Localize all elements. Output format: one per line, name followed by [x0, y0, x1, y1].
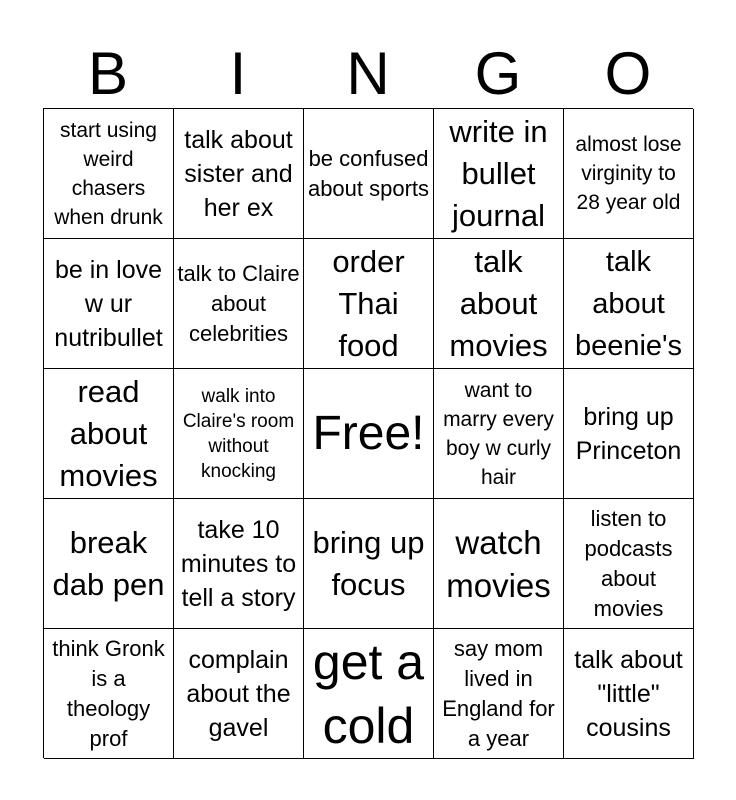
bingo-header [43, 40, 693, 108]
cell-text: say mom lived in England for a year [442, 635, 555, 751]
bingo-cell-r2c3[interactable] [304, 239, 434, 369]
bingo-cell-r1c3[interactable] [304, 109, 434, 239]
bingo-cell-r4c1[interactable] [44, 499, 174, 629]
header-letter-n: N [346, 40, 390, 107]
cell-text: talk to Claire about celebrities [177, 260, 300, 346]
cell-text: listen to podcasts about movies [584, 505, 673, 621]
header-letter-o: O [604, 40, 652, 107]
cell-text: talk about sister and her ex [184, 125, 293, 222]
bingo-cell-r5c2[interactable] [174, 629, 304, 759]
bingo-cell-r1c1[interactable] [44, 109, 174, 239]
header-letter-g: G [474, 40, 522, 107]
bingo-cell-r3c4[interactable] [434, 369, 564, 499]
cell-text: order Thai food [332, 243, 405, 363]
bingo-cell-r2c4[interactable] [434, 239, 564, 369]
bingo-cell-r4c4[interactable] [434, 499, 564, 629]
bingo-cell-r5c3[interactable] [304, 629, 434, 759]
cell-text: watch movies [446, 523, 551, 604]
bingo-cell-r3c5[interactable] [564, 369, 694, 499]
bingo-cell-r5c4[interactable] [434, 629, 564, 759]
cell-text: complain about the gavel [186, 645, 291, 742]
cell-text: read about movies [59, 373, 158, 493]
bingo-cell-r1c5[interactable] [564, 109, 694, 239]
bingo-cell-free[interactable] [304, 369, 434, 499]
cell-text: talk about movies [449, 243, 548, 363]
cell-text: start using weird chasers when drunk [54, 118, 163, 229]
bingo-cell-r5c1[interactable] [44, 629, 174, 759]
bingo-cell-r5c5[interactable] [564, 629, 694, 759]
cell-text: talk about "little" cousins [574, 645, 683, 742]
header-letter-i: I [229, 40, 247, 107]
cell-text: get a cold [312, 633, 425, 754]
bingo-cell-r2c5[interactable] [564, 239, 694, 369]
cell-text: take 10 minutes to tell a story [180, 515, 297, 612]
free-space-text: Free! [312, 406, 425, 460]
bingo-cell-r1c4[interactable] [434, 109, 564, 239]
bingo-cell-r1c2[interactable] [174, 109, 304, 239]
header-letter-b: B [87, 40, 129, 107]
cell-text: talk about beenie's [574, 245, 683, 362]
cell-text: think Gronk is a theology prof [52, 635, 165, 751]
bingo-cell-r2c1[interactable] [44, 239, 174, 369]
cell-text: break dab pen [52, 524, 165, 602]
bingo-cell-r3c2[interactable] [174, 369, 304, 499]
bingo-cell-r4c5[interactable] [564, 499, 694, 629]
cell-text: bring up Princeton [575, 402, 682, 465]
cell-text: bring up focus [312, 524, 425, 602]
cell-text: write in bullet journal [449, 113, 548, 233]
bingo-grid [43, 108, 693, 758]
bingo-cell-r4c3[interactable] [304, 499, 434, 629]
cell-text: almost lose virginity to 28 year old [575, 133, 682, 214]
cell-text: be confused about sports [307, 145, 430, 201]
cell-text: walk into Claire's room without knocking [182, 385, 295, 482]
bingo-cell-r3c1[interactable] [44, 369, 174, 499]
cell-text: be in love w ur nutribullet [54, 255, 163, 352]
bingo-cell-r2c2[interactable] [174, 239, 304, 369]
bingo-cell-r4c2[interactable] [174, 499, 304, 629]
cell-text: want to marry every boy w curly hair [443, 378, 554, 489]
